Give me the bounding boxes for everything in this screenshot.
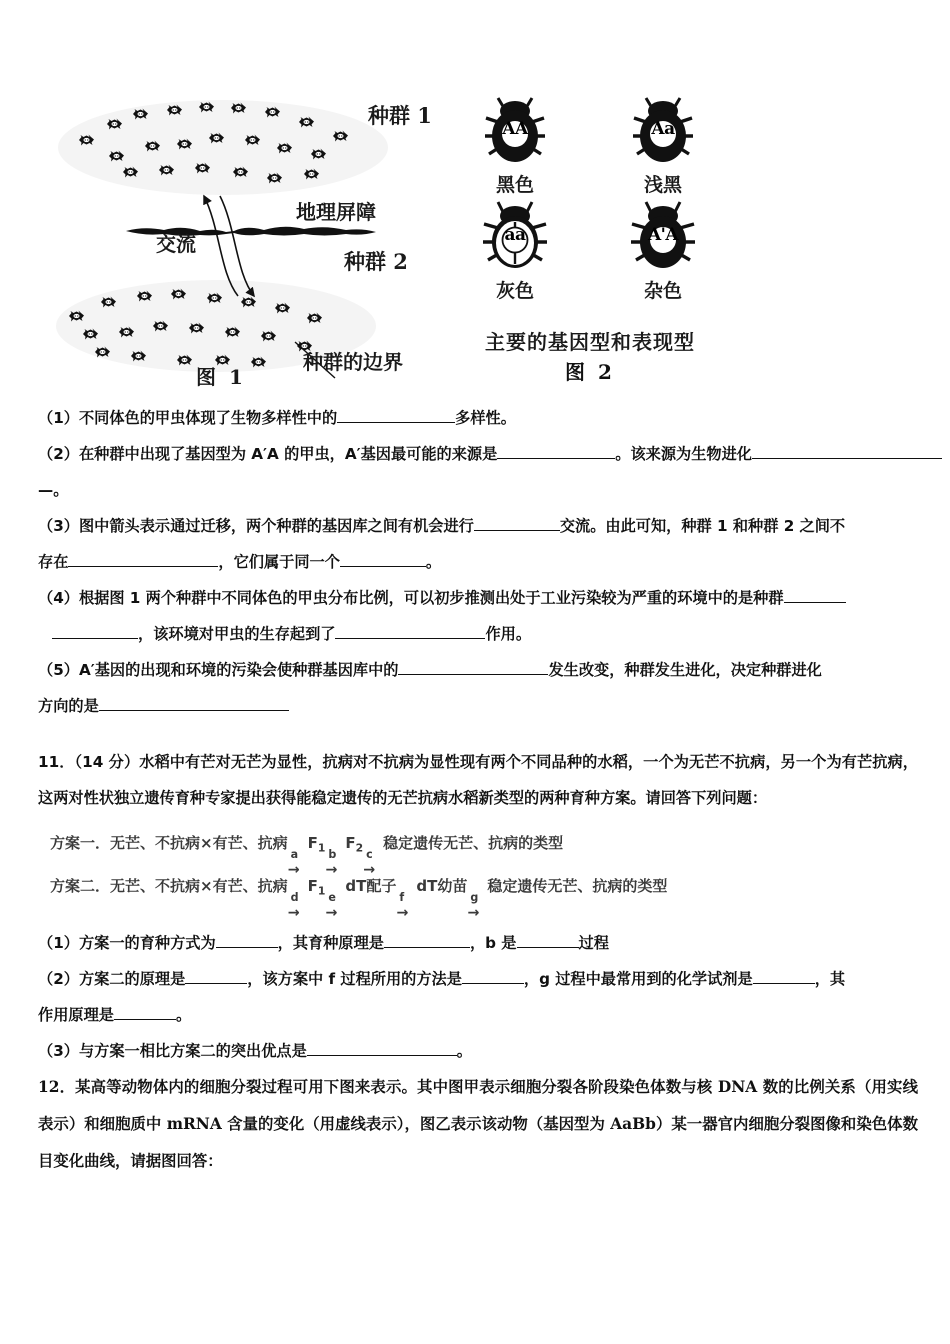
scheme-spacer: [38, 816, 918, 824]
beetle-phenotype-label: 黑色: [495, 174, 534, 196]
beetle-small: [188, 322, 205, 334]
figure-2-genotypes: [455, 90, 725, 390]
scheme-1-f2-sub: 2: [355, 841, 364, 855]
q10-item-4-line2: [38, 616, 918, 652]
beetle-small: [152, 320, 169, 332]
answer-blank[interactable]: [398, 659, 548, 675]
beetle-small: [276, 142, 293, 154]
q11-item-2: [38, 961, 918, 997]
scheme-1-f1: F: [307, 834, 318, 852]
q11-scheme-2: 方案二．无芒、不抗病×有芒、抗病 d → $F_1$ e → dT配子 f → dT幼苗 g → 稳定遗传无芒、抗病的类型: [50, 877, 668, 922]
q10-item-4: [38, 580, 918, 616]
beetle-small: [230, 102, 247, 114]
q10-1-text-b: 多样性。: [455, 409, 516, 427]
beetle-small: [208, 132, 225, 144]
q10-3-text-b: 交流。由此可知，种群 1 和种群 2 之间不: [559, 517, 846, 535]
beetle-small: [122, 166, 139, 178]
figure-1-populations: [48, 88, 460, 388]
beetle-small: [310, 148, 327, 160]
answer-blank[interactable]: [753, 968, 815, 984]
q10-4-text-c: 作用。: [485, 625, 531, 643]
answer-blank[interactable]: [517, 932, 579, 948]
q11-1-text-a: （1）方案一的育种方式为: [38, 933, 216, 952]
q10-3-text-c: 存在: [38, 553, 69, 571]
scheme-1-cross: 无芒、不抗病×有芒、抗病: [110, 834, 288, 852]
scheme-2-result: 稳定遗传无芒、抗病的类型: [487, 877, 668, 896]
answer-blank[interactable]: [752, 443, 942, 459]
q10-3-text-a: （3）图中箭头表示通过迁移，两个种群的基因库之间有机会进行: [38, 517, 474, 535]
scheme-2-seedling: dT幼苗: [416, 877, 468, 896]
q11-item-3: [38, 1033, 918, 1069]
answer-blank[interactable]: [462, 968, 524, 984]
q11-3-text-a: （3）与方案一相比方案二的突出优点是: [38, 1041, 307, 1060]
answer-blank[interactable]: [99, 695, 289, 711]
scheme-2-f1: F: [307, 877, 318, 896]
scheme-1-label: 方案一．: [50, 834, 111, 852]
q10-4-text-a: （4）根据图 1 两个种群中不同体色的甲虫分布比例，可以初步推测出处于工业污染较为严重的环境中的是种群: [38, 589, 784, 607]
beetle-small: [132, 108, 149, 120]
label-population-2: 种群 2: [344, 249, 408, 274]
beetle-small: [306, 312, 323, 324]
beetle-genotype-label: aa: [504, 225, 526, 246]
beetle-phenotype-label: 浅黑: [643, 174, 682, 196]
q10-item-2: [38, 436, 918, 472]
q10-2-text-a: （2）在种群中出现了基因型为 A′A 的甲虫，A′基因最可能的来源是: [38, 445, 498, 463]
beetle-small: [332, 130, 349, 142]
scheme-1-f2: F: [345, 834, 356, 852]
q10-2-text-b: 。该来源为生物进化: [615, 445, 752, 463]
beetle-small: [244, 134, 261, 146]
q10-item-3: [38, 508, 918, 544]
answer-blank[interactable]: [384, 932, 470, 948]
q10-item-5-line2: [38, 688, 918, 724]
q11-2-text-e: 作用原理是: [38, 1005, 114, 1024]
beetle-genotype-cell: [603, 92, 723, 197]
beetle-small: [166, 104, 183, 116]
q10-item-2-continued: [38, 472, 918, 508]
answer-blank[interactable]: [337, 407, 455, 423]
scheme-2-f1-sub: 1: [317, 884, 326, 898]
question-body: [38, 400, 918, 1180]
answer-blank[interactable]: [68, 551, 218, 567]
q11-2-text-d: ，其: [814, 969, 846, 988]
section-spacer: [38, 724, 918, 744]
beetle-small: [94, 346, 111, 358]
beetle-small: [82, 328, 99, 340]
beetle-small: [158, 164, 175, 176]
q11-2-text-a: （2）方案二的原理是: [38, 969, 186, 988]
q11-1-text-b: ，其育种原理是: [277, 933, 384, 952]
beetle-small: [144, 140, 161, 152]
beetle-small: [106, 118, 123, 130]
q10-item-3-line2: [38, 544, 918, 580]
q10-2-continuation: —。: [38, 481, 69, 499]
beetle-small: [250, 356, 267, 368]
beetle-small: [194, 162, 211, 174]
answer-blank[interactable]: [335, 623, 485, 639]
q11-item-2-line2: [38, 997, 918, 1033]
beetle-icon: [626, 92, 700, 168]
beetle-small: [298, 116, 315, 128]
beetle-small: [264, 106, 281, 118]
q11-1-text-d: 过程: [578, 933, 609, 952]
beetle-small: [136, 290, 153, 302]
beetle-small: [130, 350, 147, 362]
answer-blank[interactable]: [216, 932, 278, 948]
q10-5-text-a: （5）A′基因的出现和环境的污染会使种群基因库中的: [38, 661, 399, 679]
q11-scheme-1: 方案一．无芒、不抗病×有芒、抗病 a → $F_1$ b → $F_2$ c → 稳定遗传无芒、抗病的类型: [50, 834, 564, 878]
beetle-genotype-cell: [603, 198, 723, 303]
scheme-2-cross: 无芒、不抗病×有芒、抗病: [110, 877, 288, 896]
answer-blank[interactable]: [340, 551, 426, 567]
figure-2-caption: 主要的基因型和表现型: [485, 330, 695, 354]
beetle-phenotype-label: 杂色: [643, 280, 682, 302]
beetle-genotype-cell: [455, 198, 575, 303]
label-geographic-barrier: 地理屏障: [296, 200, 376, 224]
beetle-genotype-label: AA: [502, 119, 528, 140]
beetle-genotype-cell: [455, 92, 575, 197]
beetle-small: [176, 138, 193, 150]
figure-1-caption: 图 1: [196, 365, 246, 389]
beetle-small: [176, 354, 193, 366]
q10-1-text-a: （1）不同体色的甲虫体现了生物多样性中的: [38, 409, 338, 427]
label-population-1: 种群 1: [368, 103, 432, 128]
answer-blank[interactable]: [784, 587, 846, 603]
answer-blank[interactable]: [114, 1004, 176, 1020]
beetle-small: [118, 326, 135, 338]
beetle-icon: [478, 198, 552, 274]
beetle-small: [224, 326, 241, 338]
q11-2-text-f: 。: [175, 1005, 192, 1024]
beetle-small: [232, 166, 249, 178]
answer-blank[interactable]: [474, 515, 560, 531]
q10-3-text-e: 。: [425, 553, 442, 571]
beetle-small: [68, 310, 85, 322]
q11-3-text-b: 。: [456, 1041, 472, 1060]
beetle-phenotype-label: 灰色: [495, 280, 534, 302]
scheme-2-label: 方案二．: [50, 877, 111, 896]
q11-2-text-b: ，该方案中 f 过程所用的方法是: [247, 969, 462, 988]
label-population-boundary: 种群的边界: [303, 350, 403, 374]
q12-stem: 12．某高等动物体内的细胞分裂过程可用下图来表示。其中图甲表示细胞分裂各阶段染色体数与核 DNA 数的比例关系（用实线表示）和细胞质中 mRNA 含量的变化（用虚线表示），图乙表示该动物（基因型为 AaBb）某一器官内细胞分裂图像和染色体数目变化曲线，请据图回答：: [38, 1077, 918, 1170]
scheme-2-gamete: dT配子: [345, 877, 397, 896]
q10-4-text-b: ，该环境对甲虫的生存起到了: [138, 625, 336, 643]
q10-item-1: [38, 400, 918, 436]
figures-area: [0, 0, 950, 396]
answer-blank[interactable]: [497, 443, 615, 459]
beetle-small: [108, 150, 125, 162]
figure-2-number: 图 2: [565, 360, 615, 384]
beetle-small: [100, 296, 117, 308]
beetle-small: [78, 134, 95, 146]
label-gene-flow: 交流: [156, 232, 196, 256]
scheme-1-f1-sub: 1: [317, 841, 326, 855]
q10-5-text-b: 发生改变，种群发生进化，决定种群进化: [548, 661, 822, 679]
q10-5-text-c: 方向的是: [38, 697, 99, 715]
beetle-icon: [478, 92, 552, 168]
q11-1-text-c: ，b 是: [469, 933, 517, 952]
beetle-small: [260, 330, 277, 342]
scheme-1-result: 稳定遗传无芒、抗病的类型: [383, 834, 564, 852]
q10-item-5: [38, 652, 918, 688]
answer-blank[interactable]: [52, 623, 138, 639]
beetle-icon: [626, 198, 700, 274]
answer-blank[interactable]: [185, 968, 247, 984]
q11-2-text-c: ，g 过程中最常用到的化学试剂是: [523, 969, 753, 988]
beetle-genotype-label: A'A: [647, 225, 679, 246]
beetle-genotype-label: Aa: [651, 119, 675, 140]
beetle-small: [198, 101, 215, 113]
q11-stem: 11．（14 分）水稻中有芒对无芒为显性，抗病对不抗病为显性现有两个不同品种的水稻，一个为无芒不抗病，另一个为有芒抗病，这两对性状独立遗传育种专家提出获得能稳定遗传的无芒抗病水稻新类型的两种育种方案。请回答下列问题：: [38, 753, 918, 807]
q10-3-text-d: ，它们属于同一个: [218, 553, 340, 571]
answer-blank[interactable]: [307, 1040, 457, 1056]
